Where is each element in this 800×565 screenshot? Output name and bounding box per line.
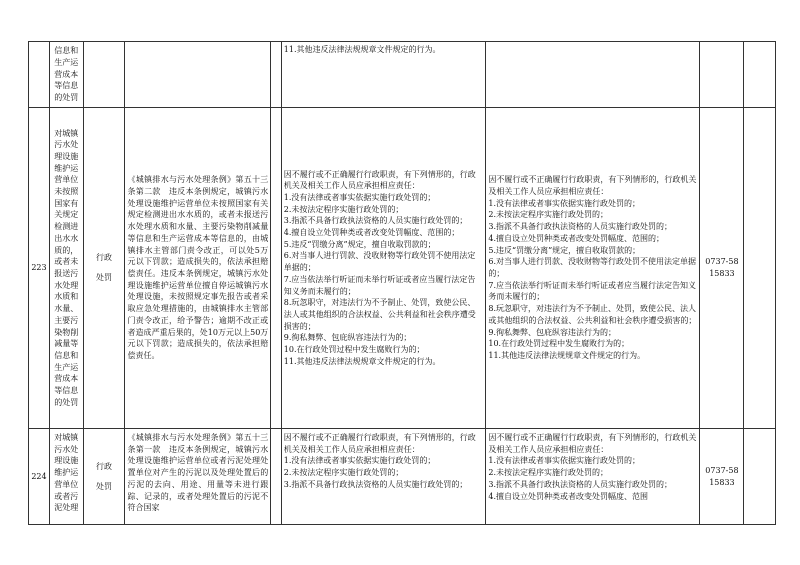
legal-basis-cell (125, 429, 271, 525)
contact-phone-cell (700, 429, 744, 525)
remarks-cell (744, 42, 776, 108)
responsibility-line: 11.其他违反法律法规规章文件规定的行为。 (283, 45, 441, 54)
category-label: 行政处罚 (96, 253, 112, 282)
responsibility-line: 因不履行或不正确履行行政职责，有下列情形的，行政机关及相关工作人员应承担相应责任： (488, 175, 697, 197)
responsibility-line: 5.违反“罚缴分离”规定，擅自收取罚款的； (283, 239, 436, 249)
row-number: 223 (29, 108, 50, 429)
empty-cell (271, 42, 281, 108)
responsibility-line: 7.应当依法举行听证而未举行听证或者应当履行法定告知义务而未履行的； (488, 280, 697, 302)
responsibility-line: 11.其他违反法律法规规章文件规定的行为。 (488, 350, 646, 360)
responsibility-line: 2.未按法定程序实施行政处罚的； (283, 204, 404, 214)
responsibility-line: 2.未按法定程序实施行政处罚的； (488, 468, 609, 478)
contact-phone-cell (700, 108, 744, 429)
empty-cell (271, 429, 281, 525)
responsibility-line: 11.其他违反法律法规规章文件规定的行为。 (283, 356, 441, 366)
category-label: 行政处罚 (96, 461, 112, 491)
responsibility-line: 4.擅自设立处罚种类或者改变处罚幅度、范围的； (283, 228, 460, 238)
responsibility-line: 9.徇私舞弊、包庇纵容违法行为的； (488, 327, 617, 337)
responsibility-line: 2.未按法定程序实施行政处罚的； (283, 468, 404, 478)
table-row (29, 429, 776, 525)
remarks-cell (744, 429, 776, 525)
contact-phone (700, 42, 744, 108)
responsibility-a-cell (281, 108, 486, 429)
remarks-cell (744, 108, 776, 429)
responsibility-line: 1.没有法律或者事实依据实施行政处罚的； (488, 456, 641, 466)
item-name: 对城镇污水处理设施维护运营单位未按照国家有关规定检测进出水水质的，或者未报送污水处理水质和水量、主要污染物削减量等信息和生产运营成本等信息的处罚 (54, 128, 79, 407)
row-number (29, 42, 50, 108)
empty-cell (271, 108, 281, 429)
table-row (29, 108, 776, 429)
responsibility-line: 3.指派不具备行政执法资格的人员实施行政处罚的； (488, 222, 673, 232)
responsibility-line: 因不履行或不正确履行行政职责，有下列情形的，行政机关及相关工作人员应承担相应责任： (283, 433, 476, 454)
contact-phone: 0737-58 15833 (705, 465, 739, 487)
responsibility-line: 6.对当事人进行罚款、没收财物等行政处罚不使用法定单据的； (488, 257, 697, 278)
responsibility-line: 4.擅自设立处罚种类或者改变处罚幅度、范围 (488, 491, 649, 501)
responsibility-line: 7.应当依法举行听证而未举行听证或者应当履行法定告知义务而未履行的； (283, 274, 476, 296)
responsibility-line: 1.没有法律或者事实依据实施行政处罚的； (283, 192, 436, 202)
contact-phone: 0737-58 15833 (705, 257, 739, 278)
responsibility-line: 5.违反“罚缴分离”规定，擅自收取罚款的； (488, 245, 641, 255)
table-row (29, 42, 776, 108)
responsibility-line: 6.对当事人进行罚款、没收财物等行政处罚不使用法定单据的； (283, 251, 476, 273)
responsibility-line: 因不履行或不正确履行行政职责，有下列情形的，行政机关及相关工作人员应承担相应责任： (283, 169, 476, 191)
category-cell (83, 108, 125, 429)
responsibility-a-cell (281, 429, 486, 525)
responsibility-line: 10.在行政处罚过程中发生腐败行为的； (283, 345, 425, 355)
responsibility-line: 1.没有法律或者事实依据实施行政处罚的； (488, 198, 641, 208)
category-cell (83, 429, 125, 525)
responsibility-line: 3.指派不具备行政执法资格的人员实施行政处罚的； (488, 479, 673, 489)
responsibility-b-cell (486, 42, 700, 108)
item-name: 信息和生产运营成本等信息的处罚 (54, 46, 79, 103)
responsibility-b-cell (486, 429, 700, 525)
responsibility-line: 3.指派不具备行政执法资格的人员实施行政处罚的； (283, 479, 468, 489)
responsibility-line: 因不履行或不正确履行行政职责，有下列情形的，行政机关及相关工作人员应承担相应责任： (488, 433, 697, 454)
responsibility-a-cell (281, 42, 486, 108)
responsibility-b-cell (486, 108, 700, 429)
item-name-cell (49, 42, 83, 108)
responsibility-line: 4.擅自设立处罚种类或者改变处罚幅度、范围的； (488, 233, 665, 243)
item-name-cell (49, 429, 83, 525)
row-number: 224 (29, 429, 50, 525)
legal-basis-text: 《城镇排水与污水处理条例》第五十三条第二款 违反本条例规定，城镇污水处理设施维护运营单位未按照国家有关规定检测进出水水质的，或者未报送污水处理水质和水量、主要污染物削减量等信息和生产运营成本等信息的，由城镇排水主管部门责令改正，可以处5万元以下罚款；造成损失的，依法承担赔偿责任。违反本条例规定，城镇污水处理设施维护运营单位擅自停运城镇污水处理设施，未按照规定事先报告或者采取应急处理措施的，由城镇排水主管部门责令改正，给予警告；逾期不改正或者造成严重后果的，处10万元以上50万元以下罚款；造成损失的，依法承担赔偿责任。 (127, 175, 269, 360)
responsibility-line: 3.指派不具备行政执法资格的人员实施行政处罚的； (283, 216, 468, 226)
responsibility-line: 9.徇私舞弊、包庇纵容违法行为的； (283, 333, 412, 343)
responsibility-line: 8.玩忽职守，对违法行为不予制止、处罚，致使公民、法人或其他组织的合法权益、公共利益和社会秩序遭受损害的； (283, 298, 476, 331)
legal-basis-text: 《城镇排水与污水处理条例》第五十三条第一款 违反本条例规定，城镇污水处理设施维护运营单位或者污泥处理处置单位对产生的污泥以及处理处置后的污泥的去向、用途、用量等未进行跟踪、记录的，或者处理处置后的污泥不符合国家 (127, 433, 269, 513)
responsibility-line: 2.未按法定程序实施行政处罚的； (488, 210, 609, 220)
legal-basis-cell (125, 108, 271, 429)
responsibility-line: 1.没有法律或者事实依据实施行政处罚的； (283, 456, 436, 466)
responsibility-line: 10.在行政处罚过程中发生腐败行为的； (488, 339, 630, 349)
power-list-table (28, 41, 776, 525)
responsibility-line: 8.玩忽职守，对违法行为不予制止、处罚，致使公民、法人或其他组织的合法权益、公共利益和社会秩序遭受损害的； (488, 304, 697, 325)
item-name-cell (49, 108, 83, 429)
item-name: 对城镇污水处理设施维护运营单位或者污泥处理 (54, 433, 79, 513)
legal-basis-cell (125, 42, 271, 108)
category-cell (83, 42, 125, 108)
